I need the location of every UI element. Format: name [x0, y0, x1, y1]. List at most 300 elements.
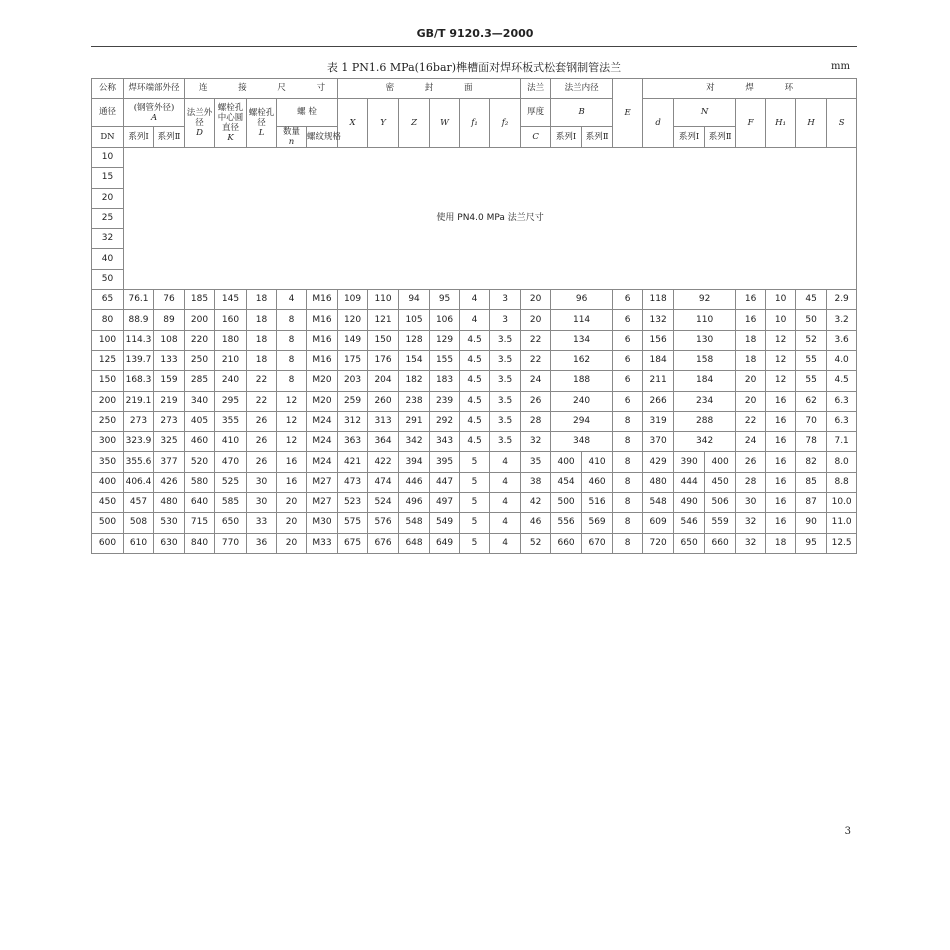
table-cell: 8 [613, 493, 643, 513]
table-cell: 20 [736, 391, 766, 411]
table-cell: 95 [796, 533, 827, 553]
table-cell: 410 [582, 452, 613, 472]
header-bolt-circle: 螺栓孔中心圆直径 K [215, 99, 247, 148]
table-cell: 609 [643, 513, 674, 533]
table-cell: 395 [430, 452, 460, 472]
table-cell: 377 [154, 452, 185, 472]
table-cell: 16 [766, 452, 796, 472]
header-bolt: 螺 栓 [277, 99, 338, 127]
header-flange: 法兰 [521, 79, 551, 99]
table-cell: 342 [399, 432, 430, 452]
table-cell: 319 [643, 411, 674, 431]
table-cell: 8 [277, 330, 307, 350]
table-cell: 313 [368, 411, 399, 431]
table-cell: 770 [215, 533, 247, 553]
table-cell: 42 [521, 493, 551, 513]
table-cell: 4.5 [827, 371, 857, 391]
table-row [92, 371, 857, 391]
table-cell: 675 [338, 533, 368, 553]
table-cell: 5 [460, 533, 490, 553]
table-cell: 259 [338, 391, 368, 411]
table-cell: 660 [705, 533, 736, 553]
table-cell: 312 [338, 411, 368, 431]
table-cell: 8.0 [827, 452, 857, 472]
table-cell: 160 [215, 310, 247, 330]
table-cell: 460 [582, 472, 613, 492]
table-cell: 105 [399, 310, 430, 330]
table-cell: 649 [430, 533, 460, 553]
table-cell: 22 [521, 350, 551, 370]
table-cell: 94 [399, 290, 430, 310]
table-cell: 266 [643, 391, 674, 411]
table-cell: 343 [430, 432, 460, 452]
table-cell: 285 [185, 371, 215, 391]
table-cell: 240 [215, 371, 247, 391]
table-cell: 8 [613, 452, 643, 472]
table-cell: 355 [215, 411, 247, 431]
table-cell: 480 [643, 472, 674, 492]
table-cell: 12 [277, 432, 307, 452]
table-row [92, 411, 857, 431]
header-bolt-hole: 螺栓孔径 L [247, 99, 277, 148]
table-cell: 3.5 [490, 391, 521, 411]
header-a-series1: 系列Ⅰ [124, 127, 154, 148]
table-cell: 38 [521, 472, 551, 492]
header-bolt-count: 数量 n [277, 127, 307, 148]
header-f: F [736, 99, 766, 148]
table-cell: 28 [736, 472, 766, 492]
header-diameter: 通径 [92, 99, 124, 127]
table-cell: 28 [521, 411, 551, 431]
dn-cell: 300 [92, 432, 124, 452]
header-b-series2: 系列Ⅱ [582, 127, 613, 148]
table-cell: 6 [613, 391, 643, 411]
table-cell: 219.1 [124, 391, 154, 411]
table-cell: 52 [796, 330, 827, 350]
table-cell: 4 [490, 513, 521, 533]
table-cell: 20 [277, 533, 307, 553]
table-cell: 16 [766, 432, 796, 452]
table-cell: M27 [307, 472, 338, 492]
table-cell: 85 [796, 472, 827, 492]
table-cell: 447 [430, 472, 460, 492]
table-cell: 18 [247, 310, 277, 330]
table-cell: 46 [521, 513, 551, 533]
table-cell: 525 [215, 472, 247, 492]
table-cell: 8 [277, 371, 307, 391]
table-cell: 8 [613, 533, 643, 553]
table-cell: 185 [185, 290, 215, 310]
table-cell: 55 [796, 371, 827, 391]
table-cell: 150 [368, 330, 399, 350]
table-cell: 18 [736, 330, 766, 350]
table-cell: 50 [796, 310, 827, 330]
table-cell: 720 [643, 533, 674, 553]
table-cell: 610 [124, 533, 154, 553]
table-cell: 219 [154, 391, 185, 411]
table-cell: 134 [551, 330, 613, 350]
table-cell: 26 [521, 391, 551, 411]
table-cell: 2.9 [827, 290, 857, 310]
standard-header [0, 27, 950, 40]
table-cell: 3.5 [490, 330, 521, 350]
table-cell: 250 [185, 350, 215, 370]
table-cell: 114.3 [124, 330, 154, 350]
table-cell: 460 [185, 432, 215, 452]
header-sealing-face: 密 封 面 [338, 79, 521, 99]
dn-cell: 10 [92, 148, 124, 168]
table-cell: M16 [307, 330, 338, 350]
table-cell: 3 [490, 290, 521, 310]
header-weld-ring-od: 焊环端部外径 [124, 79, 185, 99]
table-cell: 426 [154, 472, 185, 492]
table-cell: 16 [277, 452, 307, 472]
table-cell: 474 [368, 472, 399, 492]
table-cell: 180 [215, 330, 247, 350]
table-cell: 580 [185, 472, 215, 492]
table-row [92, 513, 857, 533]
table-cell: 26 [736, 452, 766, 472]
table-cell: 12 [766, 330, 796, 350]
table-cell: 82 [796, 452, 827, 472]
table-cell: M24 [307, 452, 338, 472]
table-cell: 114 [551, 310, 613, 330]
header-n-big: N [674, 99, 736, 127]
table-cell: 840 [185, 533, 215, 553]
table-cell: 90 [796, 513, 827, 533]
table-cell: 10.0 [827, 493, 857, 513]
table-cell: 348 [551, 432, 613, 452]
table-cell: 22 [521, 330, 551, 350]
dn-cell: 500 [92, 513, 124, 533]
table-cell: 109 [338, 290, 368, 310]
table-row [92, 452, 857, 472]
table-cell: M20 [307, 391, 338, 411]
table-cell: 650 [215, 513, 247, 533]
header-flange-bore: 法兰内径 [551, 79, 613, 99]
header-n-series2: 系列Ⅱ [705, 127, 736, 148]
table-cell: 16 [277, 472, 307, 492]
table-cell: 45 [796, 290, 827, 310]
table-cell: 480 [154, 493, 185, 513]
table-cell: 10 [766, 310, 796, 330]
table-cell: 108 [154, 330, 185, 350]
table-cell: 32 [736, 513, 766, 533]
table-cell: 363 [338, 432, 368, 452]
table-cell: 20 [521, 310, 551, 330]
table-cell: 20 [277, 513, 307, 533]
table-cell: 676 [368, 533, 399, 553]
table-cell: 8 [277, 310, 307, 330]
table-cell: 559 [705, 513, 736, 533]
table-cell: 6.3 [827, 391, 857, 411]
table-cell: 12.5 [827, 533, 857, 553]
dn-cell: 250 [92, 411, 124, 431]
header-nominal: 公称 [92, 79, 124, 99]
table-cell: 390 [674, 452, 705, 472]
table-cell: 406.4 [124, 472, 154, 492]
table-cell: 130 [674, 330, 736, 350]
table-cell: 16 [766, 493, 796, 513]
table-cell: 6 [613, 371, 643, 391]
table-header [92, 79, 857, 148]
table-cell: 260 [368, 391, 399, 411]
table-row [92, 148, 857, 168]
table-cell: 184 [674, 371, 736, 391]
table-cell: 5 [460, 493, 490, 513]
table-cell: M33 [307, 533, 338, 553]
header-e: E [613, 79, 643, 148]
table-cell: M16 [307, 350, 338, 370]
table-caption: 表 1 PN1.6 MPa(16bar)榫槽面对焊环板式松套钢制管法兰 [326, 61, 622, 74]
dn-cell: 125 [92, 350, 124, 370]
table-cell: 35 [521, 452, 551, 472]
table-cell: 200 [185, 310, 215, 330]
table-cell: 145 [215, 290, 247, 310]
table-cell: 139.7 [124, 350, 154, 370]
table-cell: 26 [247, 452, 277, 472]
dn-cell: 32 [92, 229, 124, 249]
table-cell: 648 [399, 533, 430, 553]
table-cell: 22 [247, 371, 277, 391]
table-cell: 4 [490, 452, 521, 472]
table-row [92, 290, 857, 310]
table-cell: 585 [215, 493, 247, 513]
table-cell: 155 [430, 350, 460, 370]
table-cell: 355.6 [124, 452, 154, 472]
table-cell: 188 [551, 371, 613, 391]
table-cell: 4 [490, 493, 521, 513]
table-cell: 203 [338, 371, 368, 391]
table-cell: 110 [368, 290, 399, 310]
dn-cell: 50 [92, 269, 124, 289]
header-rule [91, 46, 857, 47]
table-cell: 30 [247, 472, 277, 492]
table-cell: 4 [460, 310, 490, 330]
table-cell: 16 [766, 472, 796, 492]
table-cell: 575 [338, 513, 368, 533]
table-cell: 16 [766, 391, 796, 411]
dn-cell: 25 [92, 208, 124, 228]
table-cell: 52 [521, 533, 551, 553]
table-cell: 3.5 [490, 432, 521, 452]
table-cell: 204 [368, 371, 399, 391]
header-a-series2: 系列Ⅱ [154, 127, 185, 148]
table-cell: 22 [247, 391, 277, 411]
table-cell: 87 [796, 493, 827, 513]
table-cell: 158 [674, 350, 736, 370]
table-cell: 18 [736, 350, 766, 370]
table-cell: 640 [185, 493, 215, 513]
table-cell: 8 [277, 350, 307, 370]
table-cell: 36 [247, 533, 277, 553]
table-cell: 20 [521, 290, 551, 310]
dn-cell: 65 [92, 290, 124, 310]
table-cell: 530 [154, 513, 185, 533]
flange-dimension-table [91, 78, 857, 554]
table-cell: 291 [399, 411, 430, 431]
header-y: Y [368, 99, 399, 148]
dn-cell: 600 [92, 533, 124, 553]
table-cell: 5 [460, 472, 490, 492]
header-pipe-od: (钢管外径) A [124, 99, 185, 127]
dn-cell: 15 [92, 168, 124, 188]
table-cell: 516 [582, 493, 613, 513]
table-cell: 650 [674, 533, 705, 553]
table-cell: 292 [430, 411, 460, 431]
table-cell: 182 [399, 371, 430, 391]
header-h1: H₁ [766, 99, 796, 148]
table-cell: 132 [643, 310, 674, 330]
table-cell: 3.6 [827, 330, 857, 350]
table-cell: 4 [490, 472, 521, 492]
table-cell: 6 [613, 350, 643, 370]
table-cell: 55 [796, 350, 827, 370]
table-cell: 497 [430, 493, 460, 513]
table-cell: 8.8 [827, 472, 857, 492]
dn-cell: 40 [92, 249, 124, 269]
table-cell: 92 [674, 290, 736, 310]
table-cell: 154 [399, 350, 430, 370]
table-cell: 12 [766, 371, 796, 391]
table-cell: 549 [430, 513, 460, 533]
table-cell: 30 [247, 493, 277, 513]
table-cell: 295 [215, 391, 247, 411]
table-cell: 11.0 [827, 513, 857, 533]
table-cell: 520 [185, 452, 215, 472]
table-cell: 175 [338, 350, 368, 370]
header-connection: 连 接 尺 寸 [185, 79, 338, 99]
table-cell: 7.1 [827, 432, 857, 452]
table-cell: 457 [124, 493, 154, 513]
table-cell: 20 [736, 371, 766, 391]
table-cell: 3 [490, 310, 521, 330]
dn-cell: 20 [92, 188, 124, 208]
dn-cell: 350 [92, 452, 124, 472]
table-cell: 340 [185, 391, 215, 411]
table-cell: 8 [613, 472, 643, 492]
table-row [92, 533, 857, 553]
table-cell: 12 [766, 350, 796, 370]
table-cell: 22 [736, 411, 766, 431]
table-cell: 3.5 [490, 371, 521, 391]
table-cell: 88.9 [124, 310, 154, 330]
table-cell: 556 [551, 513, 582, 533]
table-row [92, 472, 857, 492]
header-c: C [521, 127, 551, 148]
small-dn-note: 使用 PN4.0 MPa 法兰尺寸 [124, 148, 857, 290]
table-cell: 30 [736, 493, 766, 513]
table-cell: 446 [399, 472, 430, 492]
table-cell: 76.1 [124, 290, 154, 310]
table-cell: 168.3 [124, 371, 154, 391]
dn-cell: 400 [92, 472, 124, 492]
table-cell: 3.2 [827, 310, 857, 330]
table-cell: 364 [368, 432, 399, 452]
header-s: S [827, 99, 857, 148]
table-cell: 95 [430, 290, 460, 310]
table-cell: 454 [551, 472, 582, 492]
table-cell: 506 [705, 493, 736, 513]
table-cell: 273 [154, 411, 185, 431]
table-cell: 33 [247, 513, 277, 533]
table-cell: 133 [154, 350, 185, 370]
table-cell: M20 [307, 371, 338, 391]
table-cell: 8 [613, 513, 643, 533]
table-cell: 89 [154, 310, 185, 330]
table-cell: 6 [613, 310, 643, 330]
table-cell: 16 [736, 310, 766, 330]
table-cell: 32 [736, 533, 766, 553]
table-cell: 4 [277, 290, 307, 310]
table-cell: 211 [643, 371, 674, 391]
header-d-small: d [643, 99, 674, 148]
table-cell: 548 [643, 493, 674, 513]
table-cell: 121 [368, 310, 399, 330]
standard-number: GB/T 9120.3—2000 [416, 27, 534, 40]
table-cell: 470 [215, 452, 247, 472]
table-cell: 4.5 [460, 330, 490, 350]
table-cell: 342 [674, 432, 736, 452]
table-cell: 4 [460, 290, 490, 310]
table-cell: 444 [674, 472, 705, 492]
table-cell: 3.5 [490, 411, 521, 431]
table-cell: 220 [185, 330, 215, 350]
header-h: H [796, 99, 827, 148]
table-cell: 508 [124, 513, 154, 533]
table-cell: 500 [551, 493, 582, 513]
page-number: 3 [844, 826, 851, 837]
table-cell: 325 [154, 432, 185, 452]
table-row [92, 330, 857, 350]
table-cell: M24 [307, 432, 338, 452]
table-cell: M30 [307, 513, 338, 533]
table-cell: 18 [247, 290, 277, 310]
table-cell: 62 [796, 391, 827, 411]
table-cell: 370 [643, 432, 674, 452]
table-cell: 4.5 [460, 391, 490, 411]
table-cell: 394 [399, 452, 430, 472]
dn-cell: 100 [92, 330, 124, 350]
table-cell: 120 [338, 310, 368, 330]
table-cell: 5 [460, 452, 490, 472]
table-cell: 8 [613, 432, 643, 452]
table-cell: 106 [430, 310, 460, 330]
table-cell: 400 [551, 452, 582, 472]
table-cell: 548 [399, 513, 430, 533]
header-b: B [551, 99, 613, 127]
table-cell: 576 [368, 513, 399, 533]
table-cell: 421 [338, 452, 368, 472]
table-cell: 5 [460, 513, 490, 533]
header-x: X [338, 99, 368, 148]
header-weld-ring: 对 焊 环 [643, 79, 857, 99]
table-cell: 523 [338, 493, 368, 513]
table-cell: 496 [399, 493, 430, 513]
table-cell: 76 [154, 290, 185, 310]
table-cell: 110 [674, 310, 736, 330]
table-cell: 8 [613, 411, 643, 431]
table-cell: 184 [643, 350, 674, 370]
table-cell: 273 [124, 411, 154, 431]
header-flange-od: 法兰外径 D [185, 99, 215, 148]
dn-cell: 150 [92, 371, 124, 391]
table-cell: 569 [582, 513, 613, 533]
table-cell: 156 [643, 330, 674, 350]
table-cell: 96 [551, 290, 613, 310]
table-row [92, 432, 857, 452]
table-cell: 323.9 [124, 432, 154, 452]
